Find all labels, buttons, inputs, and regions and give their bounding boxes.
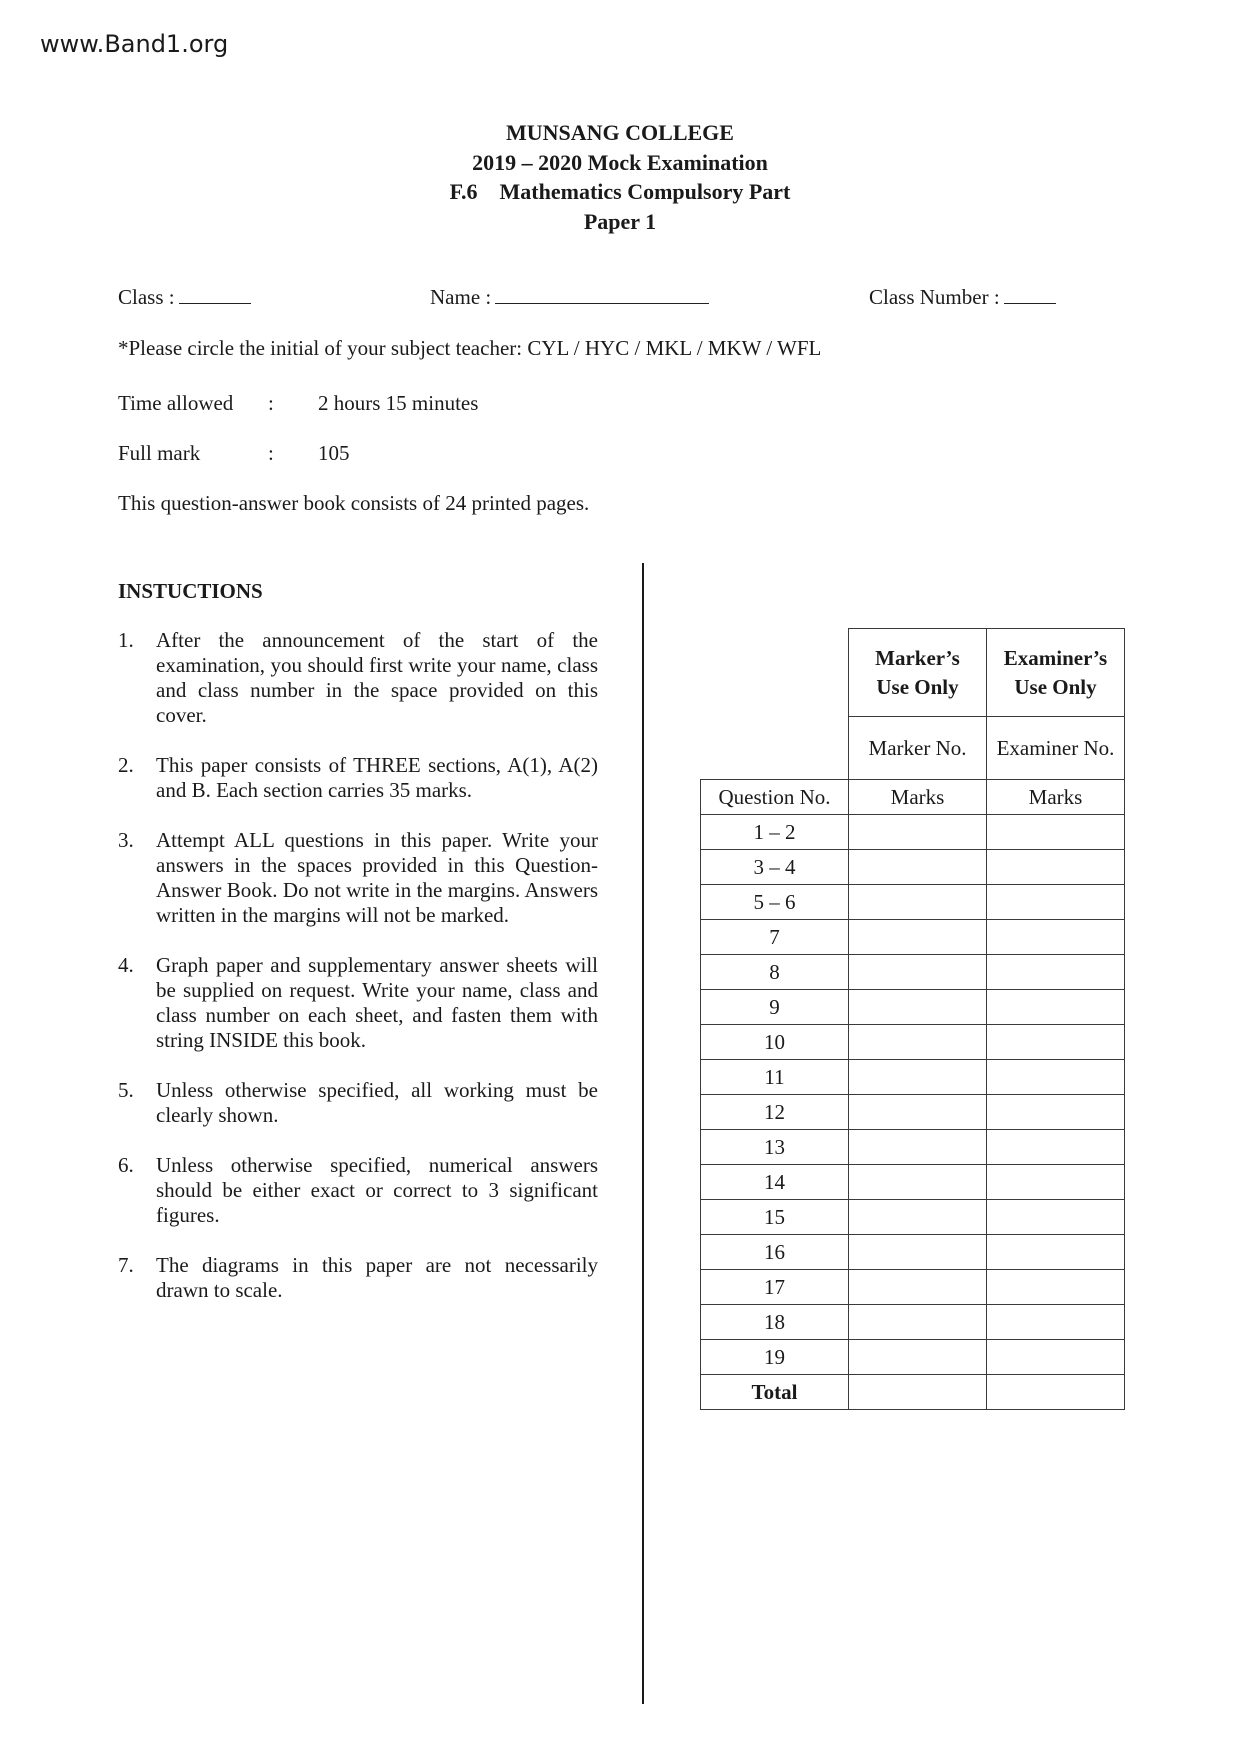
- class-number-blank[interactable]: [1004, 285, 1056, 304]
- marker-marks-cell[interactable]: [849, 920, 987, 955]
- examiner-marks-cell[interactable]: [987, 1025, 1125, 1060]
- question-number-cell: 16: [701, 1235, 849, 1270]
- question-number-cell: 13: [701, 1130, 849, 1165]
- instruction-number: 7.: [118, 1253, 134, 1277]
- subject-line: [0, 177, 1240, 207]
- instruction-item: [118, 1253, 598, 1303]
- marker-marks-cell[interactable]: [849, 885, 987, 920]
- question-number-cell: 9: [701, 990, 849, 1025]
- total-row: [701, 1375, 1125, 1410]
- marker-total-cell[interactable]: [849, 1375, 987, 1410]
- question-number-cell: 3 – 4: [701, 850, 849, 885]
- examiner-marks-cell[interactable]: [987, 1165, 1125, 1200]
- examiner-marks-cell[interactable]: [987, 1340, 1125, 1375]
- empty-cell: [701, 717, 849, 780]
- instruction-item: [118, 953, 598, 1053]
- table-row: [701, 955, 1125, 990]
- instruction-text: Attempt ALL questions in this paper. Write your answers in the spaces provided in this Question-Answer Book. Do not write in the margins. Answers written in the margins will not be marked.: [156, 828, 598, 927]
- examiner-marks-cell[interactable]: [987, 1095, 1125, 1130]
- colon: :: [268, 441, 274, 465]
- question-number-cell: 7: [701, 920, 849, 955]
- table-row: [701, 990, 1125, 1025]
- marker-marks-cell[interactable]: [849, 955, 987, 990]
- table-row: [701, 850, 1125, 885]
- marker-marks-cell[interactable]: [849, 1340, 987, 1375]
- examiner-total-cell[interactable]: [987, 1375, 1125, 1410]
- class-number-label: Class Number :: [869, 285, 1000, 309]
- examiner-marks-cell[interactable]: [987, 1200, 1125, 1235]
- name-blank[interactable]: [495, 285, 709, 304]
- instruction-number: 6.: [118, 1153, 134, 1177]
- question-number-cell: 14: [701, 1165, 849, 1200]
- instruction-item: [118, 1078, 598, 1128]
- marker-marks-header: Marks: [849, 780, 987, 815]
- column-header-row: [701, 780, 1125, 815]
- instructions-list: [118, 628, 598, 1328]
- instruction-item: [118, 628, 598, 728]
- examiner-marks-cell[interactable]: [987, 1130, 1125, 1165]
- paper-number: Paper 1: [583, 208, 657, 234]
- examiner-header-line1: Examiner’s: [1003, 645, 1108, 670]
- examiner-marks-cell[interactable]: [987, 850, 1125, 885]
- examiner-marks-cell[interactable]: [987, 990, 1125, 1025]
- instruction-text: The diagrams in this paper are not necessarily drawn to scale.: [156, 1253, 598, 1302]
- table-row: [701, 1165, 1125, 1200]
- vertical-divider: [642, 563, 644, 1704]
- marker-header-line2: Use Only: [876, 674, 959, 699]
- marker-marks-cell[interactable]: [849, 850, 987, 885]
- marker-marks-cell[interactable]: [849, 990, 987, 1025]
- time-value: 2 hours 15 minutes: [318, 391, 479, 415]
- table-row: [701, 1235, 1125, 1270]
- question-no-header: Question No.: [701, 780, 849, 815]
- marker-header-line1: Marker’s: [875, 645, 960, 670]
- table-row: [701, 1060, 1125, 1095]
- examiner-no-cell[interactable]: Examiner No.: [987, 717, 1125, 780]
- examiner-marks-header: Marks: [987, 780, 1125, 815]
- name-label: Name :: [430, 285, 492, 309]
- full-mark-row: [118, 441, 350, 466]
- table-row: [701, 1095, 1125, 1130]
- marker-marks-cell[interactable]: [849, 815, 987, 850]
- question-number-cell: 12: [701, 1095, 849, 1130]
- grader-number-row: [701, 717, 1125, 780]
- table-row: [701, 1340, 1125, 1375]
- instruction-item: [118, 828, 598, 928]
- empty-cell: [701, 629, 849, 717]
- marker-marks-cell[interactable]: [849, 1305, 987, 1340]
- examiner-marks-cell[interactable]: [987, 885, 1125, 920]
- examiner-header-line2: Use Only: [1014, 674, 1097, 699]
- marker-no-cell[interactable]: Marker No.: [849, 717, 987, 780]
- instruction-text: This paper consists of THREE sections, A(1), A(2) and B. Each section carries 35 marks.: [156, 753, 598, 802]
- instruction-number: 2.: [118, 753, 134, 777]
- examiner-marks-cell[interactable]: [987, 1270, 1125, 1305]
- pages-note: This question-answer book consists of 24 printed pages.: [118, 491, 590, 515]
- table-row: [701, 815, 1125, 850]
- instruction-number: 5.: [118, 1078, 134, 1102]
- marker-marks-cell[interactable]: [849, 1165, 987, 1200]
- question-number-cell: 15: [701, 1200, 849, 1235]
- question-number-cell: 11: [701, 1060, 849, 1095]
- teacher-initial-note: *Please circle the initial of your subject teacher: CYL / HYC / MKL / MKW / WFL: [118, 336, 822, 360]
- mark-value: 105: [318, 441, 350, 465]
- instructions-title: INSTUCTIONS: [118, 579, 263, 603]
- school-name: MUNSANG COLLEGE: [506, 120, 734, 145]
- time-allowed-row: [118, 391, 478, 416]
- subject-name: Mathematics Compulsory Part: [499, 179, 791, 204]
- class-label: Class :: [118, 285, 175, 309]
- watermark-url: www.Band1.org: [40, 30, 229, 58]
- instruction-number: 1.: [118, 628, 134, 652]
- examiner-marks-cell[interactable]: [987, 1235, 1125, 1270]
- examiner-marks-cell[interactable]: [987, 920, 1125, 955]
- examiner-marks-cell[interactable]: [987, 815, 1125, 850]
- instruction-text: Graph paper and supplementary answer sheets will be supplied on request. Write your name, class and class number on each sheet, and fasten them with string INSIDE this book.: [156, 953, 598, 1052]
- instruction-text: Unless otherwise specified, all working must be clearly shown.: [156, 1078, 598, 1127]
- total-label: Total: [701, 1375, 849, 1410]
- question-number-cell: 10: [701, 1025, 849, 1060]
- form-level: F.6: [449, 179, 478, 204]
- marker-marks-cell[interactable]: [849, 1235, 987, 1270]
- question-number-cell: 18: [701, 1305, 849, 1340]
- instruction-number: 3.: [118, 828, 134, 852]
- table-row: [701, 920, 1125, 955]
- instruction-item: [118, 1153, 598, 1228]
- class-number-field[interactable]: [869, 285, 1056, 310]
- marks-table: [700, 628, 1125, 1410]
- marker-marks-cell[interactable]: [849, 1130, 987, 1165]
- instruction-item: [118, 753, 598, 803]
- colon: :: [268, 391, 274, 415]
- instruction-text: Unless otherwise specified, numerical answers should be either exact or correct to 3 significant figures.: [156, 1153, 598, 1227]
- exam-title: 2019 – 2020 Mock Examination: [472, 149, 768, 175]
- name-field[interactable]: [430, 285, 709, 310]
- table-row: [701, 1130, 1125, 1165]
- mark-label: Full mark: [118, 441, 201, 465]
- question-number-cell: 19: [701, 1340, 849, 1375]
- table-row: [701, 1200, 1125, 1235]
- instruction-number: 4.: [118, 953, 134, 977]
- marker-marks-cell[interactable]: [849, 1025, 987, 1060]
- class-blank[interactable]: [179, 285, 251, 304]
- question-number-cell: 5 – 6: [701, 885, 849, 920]
- question-number-cell: 17: [701, 1270, 849, 1305]
- question-number-cell: 8: [701, 955, 849, 990]
- instruction-text: After the announcement of the start of the examination, you should first write your name, class and class number in the space provided on this cover.: [156, 628, 598, 727]
- marker-marks-cell[interactable]: [849, 1200, 987, 1235]
- marker-marks-cell[interactable]: [849, 1060, 987, 1095]
- class-field[interactable]: [118, 285, 251, 310]
- time-label: Time allowed: [118, 391, 234, 415]
- table-row: [701, 885, 1125, 920]
- examiner-marks-cell[interactable]: [987, 1060, 1125, 1095]
- marker-use-only-header: [849, 629, 987, 717]
- table-row: [701, 1025, 1125, 1060]
- exam-header: [0, 118, 1240, 236]
- examiner-use-only-header: [987, 629, 1125, 717]
- marker-marks-cell[interactable]: [849, 1270, 987, 1305]
- use-only-header-row: [701, 629, 1125, 717]
- examiner-marks-cell[interactable]: [987, 1305, 1125, 1340]
- table-row: [701, 1270, 1125, 1305]
- question-number-cell: 1 – 2: [701, 815, 849, 850]
- examiner-marks-cell[interactable]: [987, 955, 1125, 990]
- table-row: [701, 1305, 1125, 1340]
- marker-marks-cell[interactable]: [849, 1095, 987, 1130]
